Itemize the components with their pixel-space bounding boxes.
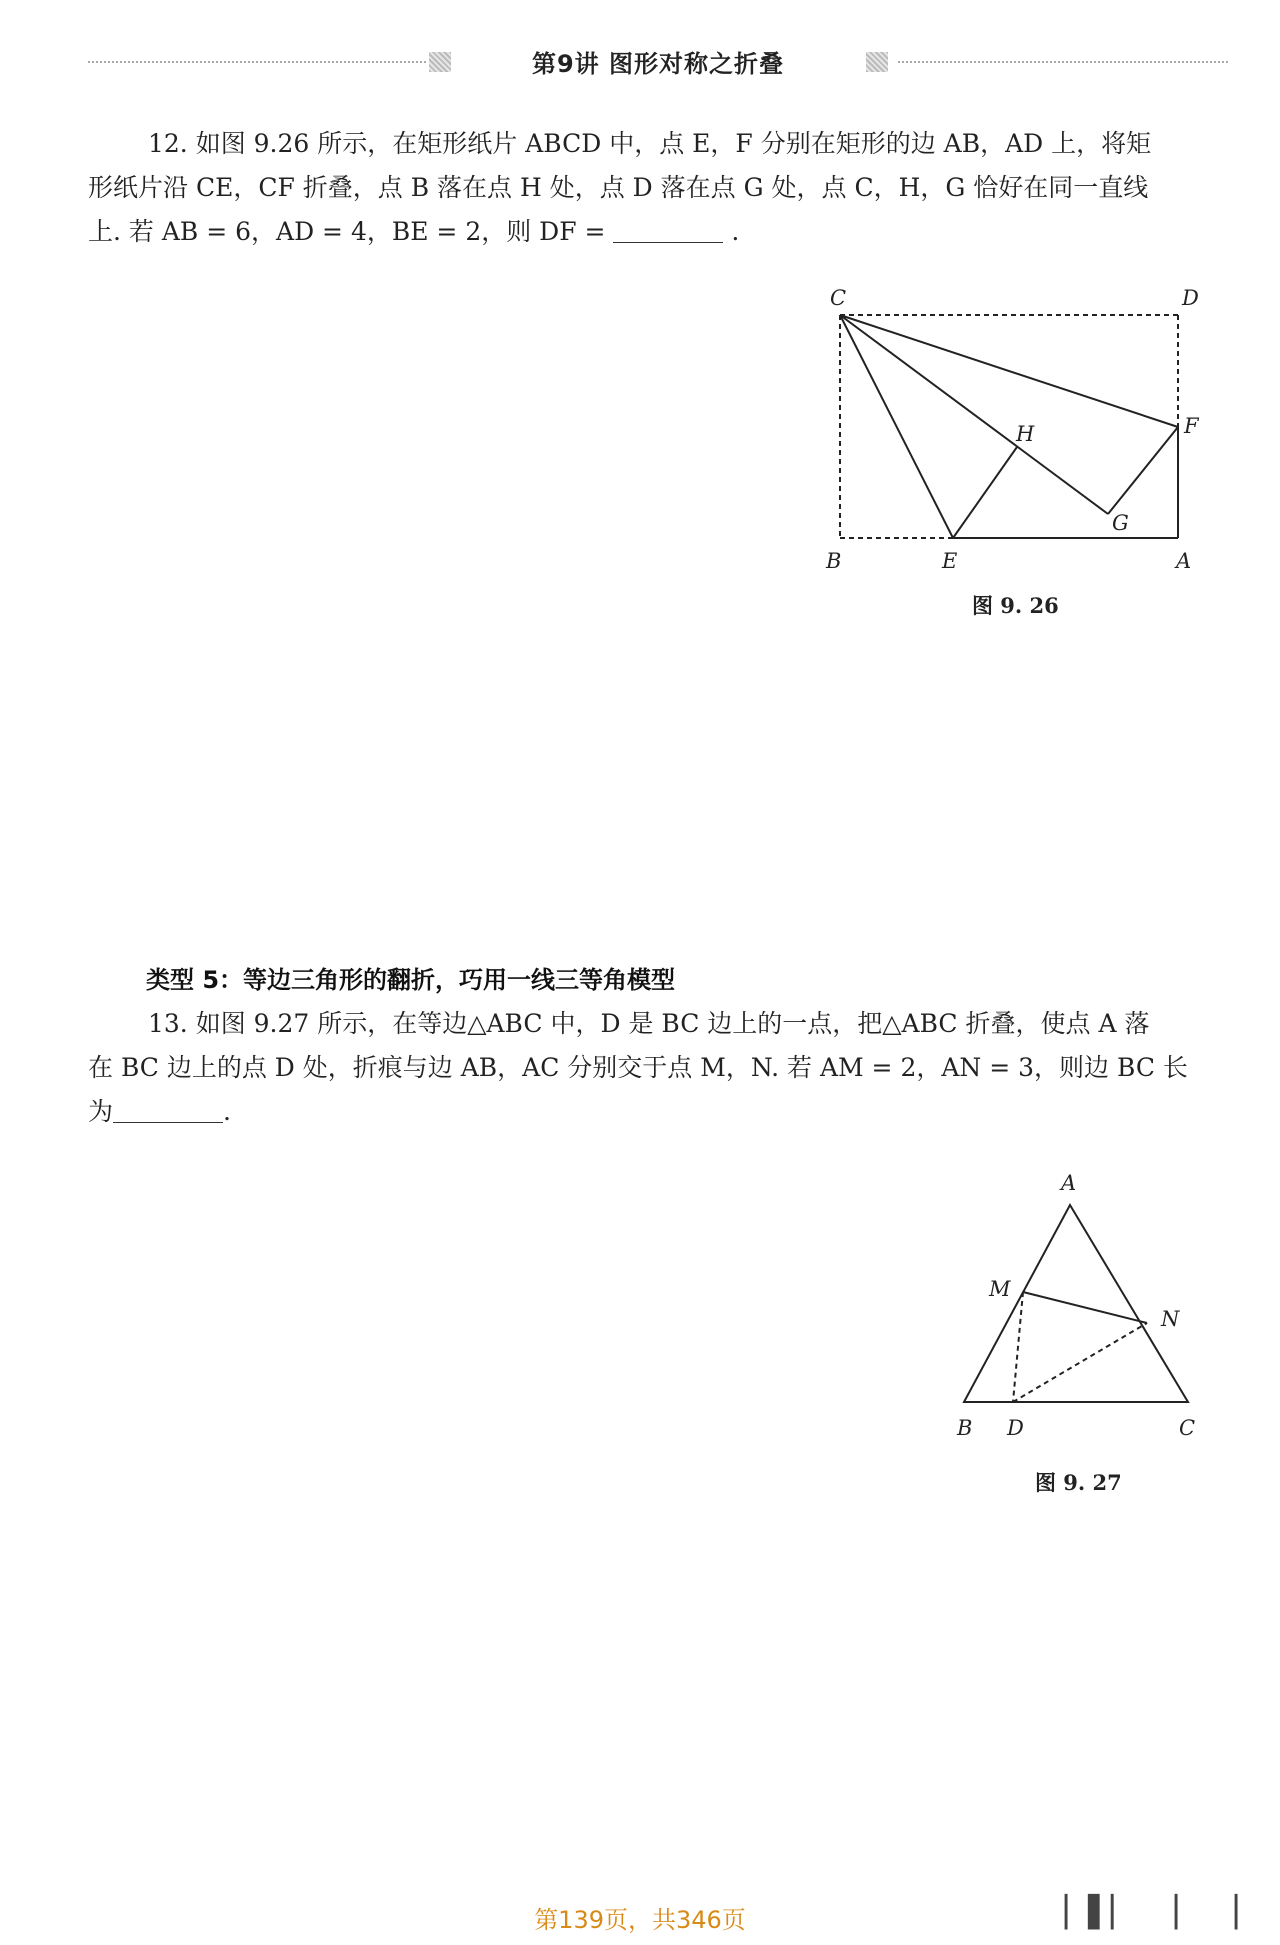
label-A-927: A <box>1061 1171 1077 1195</box>
problem-13 <box>88 1002 1228 1134</box>
header-ornament-right <box>866 52 888 72</box>
header-dotted-line-right <box>898 61 1228 63</box>
answer-blank-12[interactable] <box>613 217 723 243</box>
viewer-toolbar[interactable] <box>1055 1895 1265 1935</box>
fold-line-CF <box>840 315 1178 427</box>
fold-line-CE <box>840 315 953 538</box>
figure-9-26 <box>810 285 1210 585</box>
header-dotted-line-left <box>88 61 426 63</box>
label-F: F <box>1184 414 1199 438</box>
problem-12-line-3-text: 上. 若 AB = 6，AD = 4，BE = 2，则 DF = <box>88 217 606 246</box>
header-ornament-left <box>429 52 451 72</box>
label-D: D <box>1182 286 1199 310</box>
label-E: E <box>942 549 958 573</box>
problem-12-line-3 <box>88 210 1228 254</box>
scroll-handle-icon[interactable]: ▏▌▏ <box>1065 1895 1135 1930</box>
problem-12 <box>88 122 1228 254</box>
answer-blank-13[interactable] <box>113 1097 223 1123</box>
page-separator-icon[interactable]: ▏ <box>1175 1895 1199 1930</box>
line-CG <box>840 315 1108 514</box>
label-M: M <box>989 1277 1011 1301</box>
label-N: N <box>1161 1307 1180 1331</box>
label-A: A <box>1176 549 1192 573</box>
figure-9-27-caption: 图 9. 27 <box>1035 1470 1122 1495</box>
problem-13-line-3-end: . <box>223 1097 231 1126</box>
chapter-title: 第9讲 图形对称之折叠 <box>531 50 785 78</box>
label-C: C <box>830 286 847 310</box>
problem-12-line-2: 形纸片沿 CE，CF 折叠，点 B 落在点 H 处，点 D 落在点 G 处，点 C，H，G 恰好在同一直线 <box>88 173 1149 202</box>
triangle-ABC <box>964 1205 1188 1402</box>
problem-13-line-1: 13. 如图 9.27 所示，在等边△ABC 中，D 是 BC 边上的一点，把△ABC 折叠，使点 A 落 <box>148 1009 1150 1038</box>
label-D-927: D <box>1007 1416 1024 1440</box>
problem-12-line-1: 12. 如图 9.26 所示，在矩形纸片 ABCD 中，点 E，F 分别在矩形的边 AB，AD 上，将矩 <box>148 129 1152 158</box>
problem-13-line-3-text: 为 <box>88 1097 114 1126</box>
figure-9-26-caption: 图 9. 26 <box>972 593 1059 618</box>
problem-12-line-3-end: . <box>731 217 740 246</box>
segment-EH <box>953 447 1017 538</box>
page-end-icon[interactable]: ▏ <box>1235 1895 1259 1930</box>
page-indicator: 第139页，共346页 <box>534 1906 746 1934</box>
label-H: H <box>1016 422 1035 446</box>
figure-9-27-svg <box>945 1160 1205 1450</box>
problem-13-line-2: 在 BC 边上的点 D 处，折痕与边 AB，AC 分别交于点 M，N. 若 AM = 2，AN = 3，则边 BC 长 <box>88 1053 1188 1082</box>
label-G: G <box>1112 511 1129 535</box>
fold-line-MN <box>1023 1292 1147 1323</box>
segment-GF <box>1108 427 1178 514</box>
label-C-927: C <box>1179 1416 1196 1440</box>
problem-13-line-3 <box>88 1090 1228 1134</box>
label-B: B <box>826 549 842 573</box>
figure-9-26-svg <box>810 285 1210 585</box>
page-header <box>88 44 1228 84</box>
figure-9-27 <box>945 1160 1205 1450</box>
section-5-title: 类型 5：等边三角形的翻折，巧用一线三等角模型 <box>146 966 676 994</box>
segment-DN-dashed <box>1013 1323 1147 1402</box>
label-B-927: B <box>957 1416 973 1440</box>
